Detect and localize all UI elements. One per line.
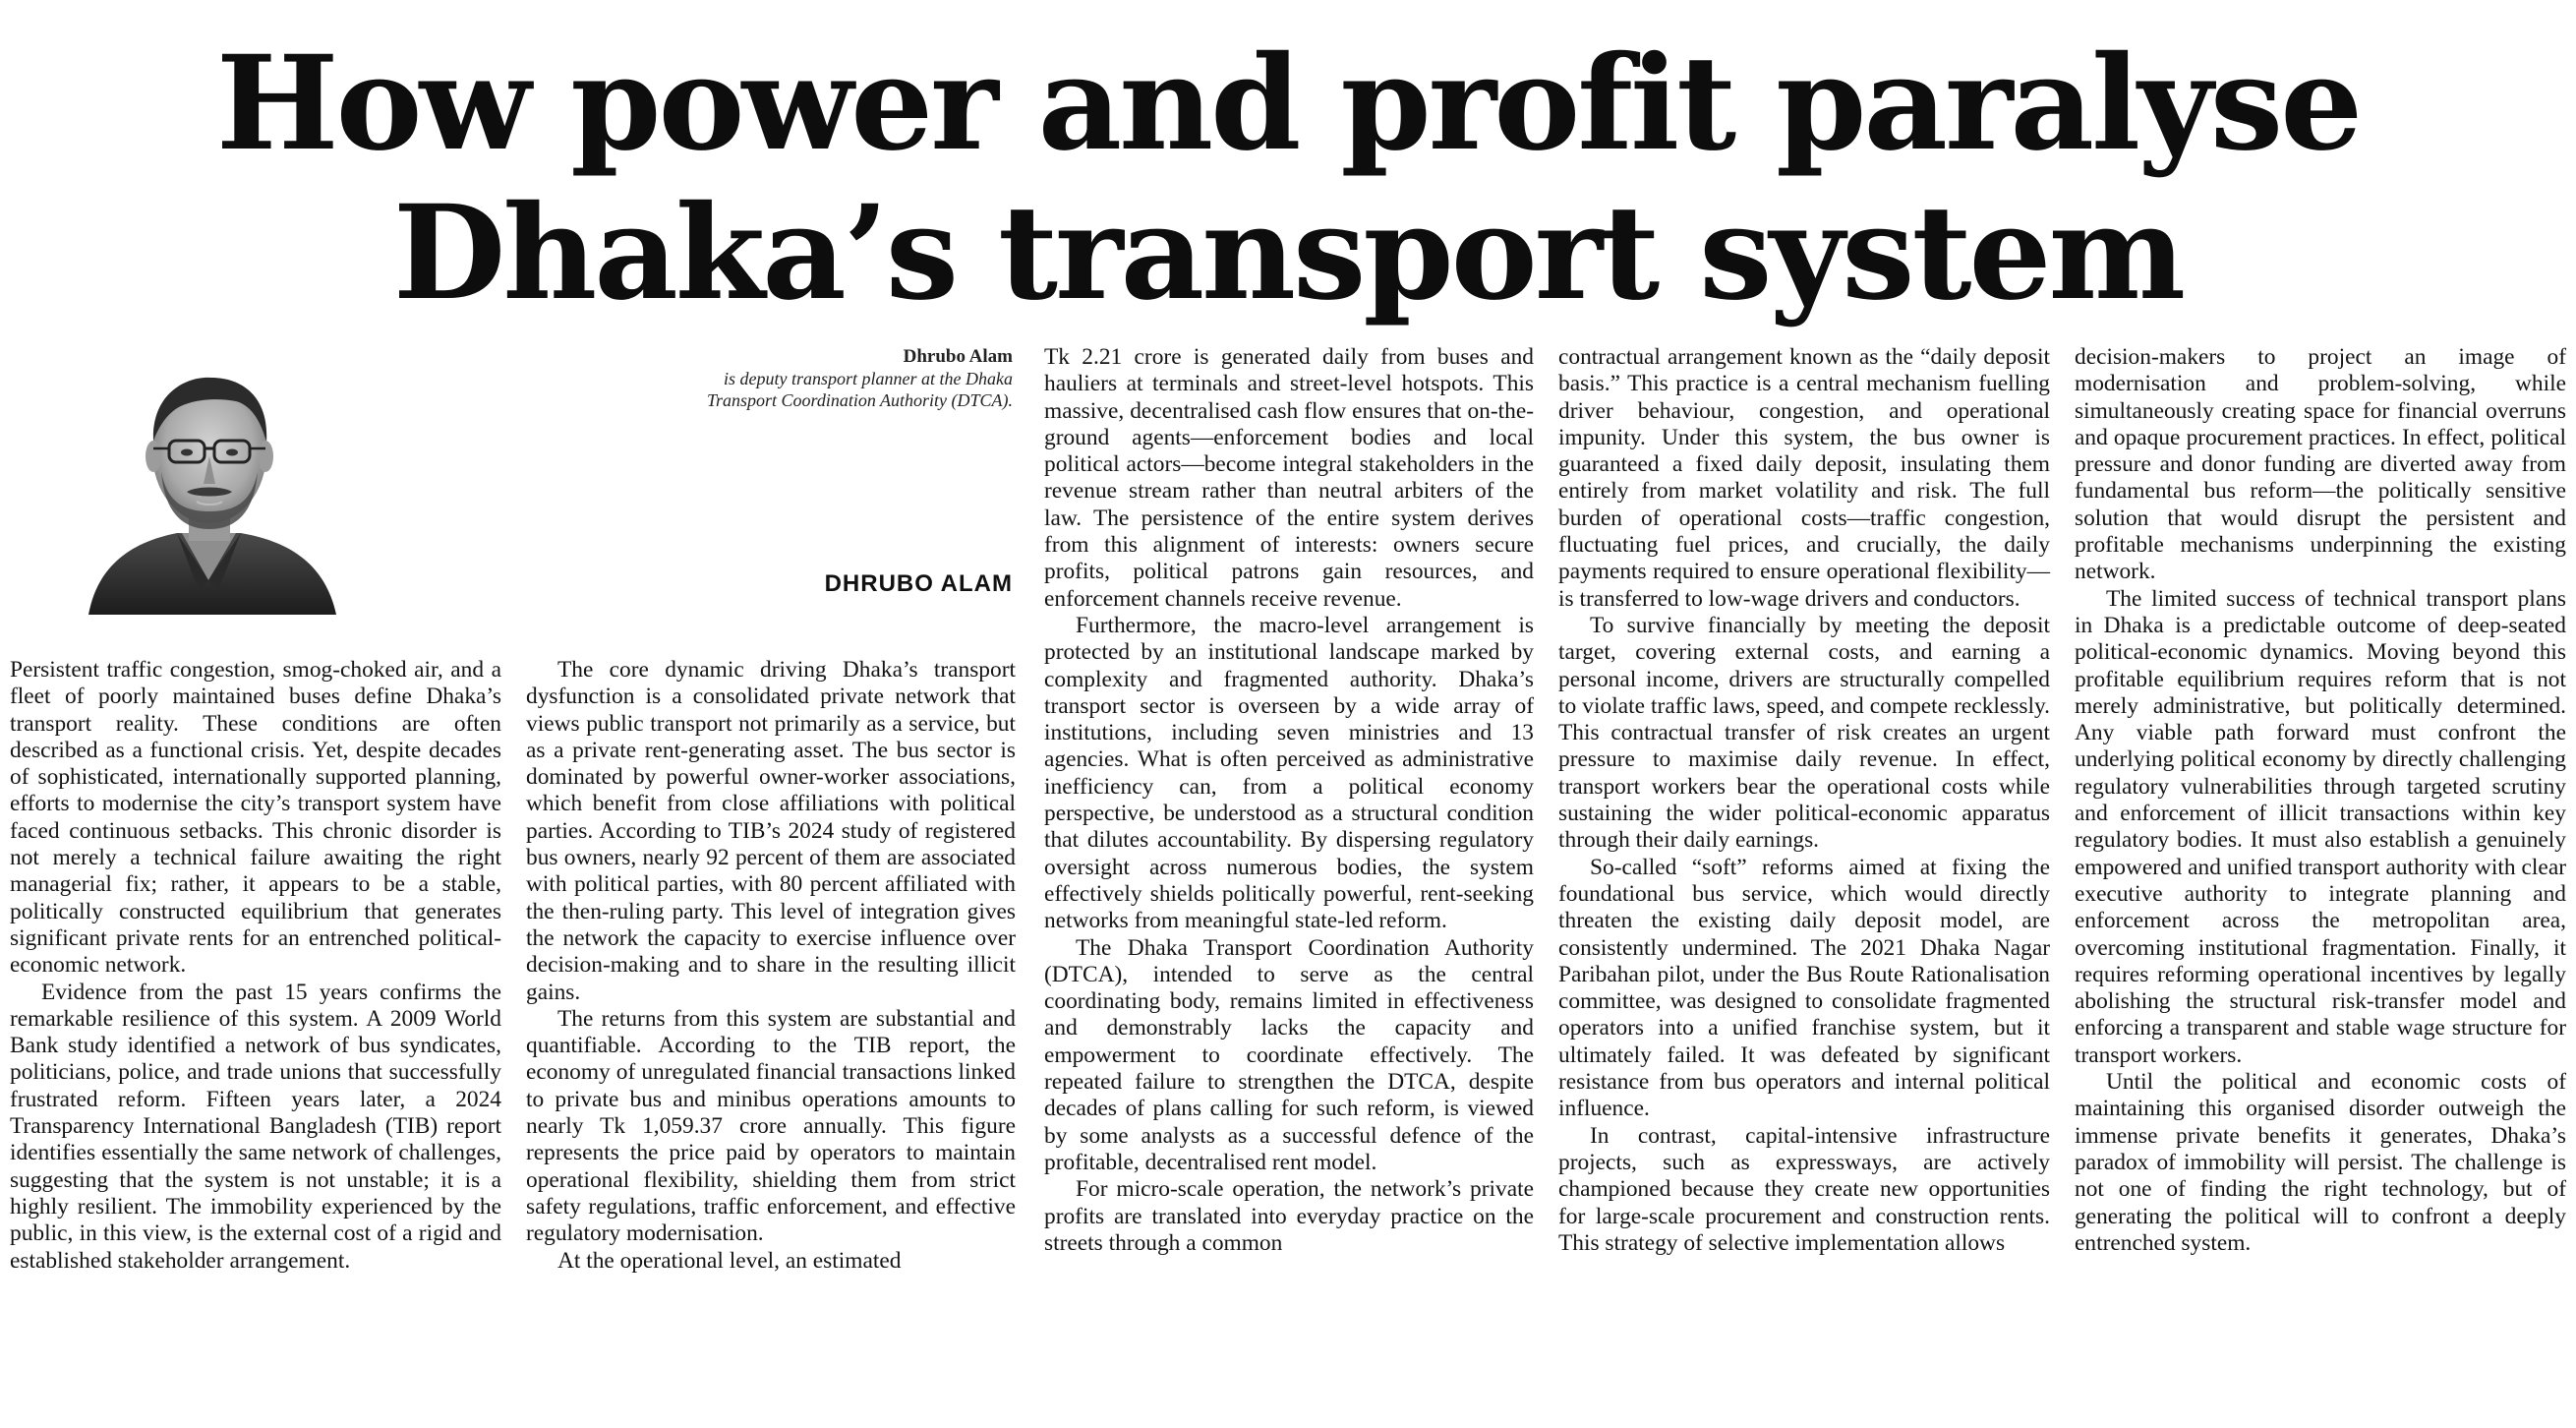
article-column-5 <box>2075 344 2566 1257</box>
paragraph: To survive financially by meeting the deposit target, covering external costs, and earning a personal income, drivers are structurally compelled to violate traffic laws, speed, and compete recklessly. This contractual transfer of risk creates an urgent pressure to maximise daily revenue. In effect, transport workers bear the operational costs while sustaining the wider political-economic apparatus through their daily earnings. <box>1558 612 2050 854</box>
paragraph: Furthermore, the macro-level arrangement is protected by an institutional landscape marked by complexity and fragmented authority. Dhaka’s transport sector is overseen by a wide array of institutions, including seven ministries and 13 agencies. What is often perceived as administrative inefficiency can, from a political economy perspective, be understood as a structural condition that dilutes accountability. By dispersing regulatory oversight across numerous bodies, the system effectively shields politically powerful, rent-seeking networks from meaningful state-led reform. <box>1044 612 1534 934</box>
paragraph: The limited success of technical transport plans in Dhaka is a predictable outcome of deep-seated political-economic dynamics. Moving beyond this profitable equilibrium requires reform that is not merely administrative, but politically determined. Any viable path forward must confront the underlying political economy by directly challenging regulatory vulnerabilities through targeted scrutiny and enforcement of illicit transactions within key regulatory bodies. It must also establish a genuinely empowered and unified transport authority with clear executive authority to integrate planning and enforcement across the metropolitan area, overcoming institutional fragmentation. Finally, it requires reforming operational incentives by legally abolishing the structural risk-transfer model and enforcing a transparent and stable wage structure for transport workers. <box>2075 585 2566 1068</box>
paragraph: decision-makers to project an image of modernisation and problem-solving, while simultaneously creating space for financial overruns and opaque procurement practices. In effect, political pressure and donor funding are diverted away from fundamental bus reform—the politically sensitive solution that would disrupt the persistent and profitable mechanisms underpinning the existing network. <box>2075 344 2566 585</box>
paragraph: In contrast, capital-intensive infrastructure projects, such as expressways, are actively championed because they create new opportunities for large-scale procurement and construction rents. This strategy of selective implementation allows <box>1558 1122 2050 1256</box>
paragraph: The core dynamic driving Dhaka’s transport dysfunction is a consolidated private network that views public transport not primarily as a service, but as a private rent-generating asset. The bus sector is dominated by powerful owner-worker associations, which benefit from close affiliations with political parties. According to TIB’s 2024 study of registered bus owners, nearly 92 percent of them are associated with political parties, with 80 percent affiliated with the then-ruling party. This level of integration gives the network the capacity to exercise influence over decision-making and to share in the resulting illicit gains. <box>526 657 1016 1005</box>
paragraph: The Dhaka Transport Coordination Authority (DTCA), intended to serve as the central coordinating body, remains limited in effectiveness and demonstrably lacks the capacity and empowerment to coordinate effectively. The repeated failure to strengthen the DTCA, despite decades of plans calling for such reform, is viewed by some analysts as a successful defence of the profitable, decentralised rent model. <box>1044 934 1534 1175</box>
article-column-2 <box>526 657 1016 1275</box>
author-byline: DHRUBO ALAM <box>824 570 1013 597</box>
author-name: Dhrubo Alam <box>903 346 1013 367</box>
article-column-1 <box>10 657 501 1275</box>
paragraph: Evidence from the past 15 years confirms the remarkable resilience of this system. A 2009 World Bank study identified a network of bus syndicates, politicians, police, and trade unions that successfully frustrated reform. Fifteen years later, a 2024 Transparency International Bangladesh (TIB) report identifies essentially the same network of challenges, suggesting that the system is not unstable; it is a highly resilient. The immobility experienced by the public, in this view, is the external cost of a rigid and established stakeholder arrangement. <box>10 979 501 1274</box>
author-bio-line-2: Transport Coordination Authority (DTCA). <box>706 390 1013 410</box>
headline <box>0 30 2576 328</box>
paragraph: For micro-scale operation, the network’s private profits are translated into everyday practice on the streets through a common <box>1044 1176 1534 1256</box>
paragraph: The returns from this system are substantial and quantifiable. According to the TIB report, the economy of unregulated financial transactions linked to private bus and minibus operations amounts to nearly Tk 1,059.37 crore annually. This figure represents the price paid by operators to maintain operational flexibility, shielding them from strict safety regulations, traffic enforcement, and effective regulatory modernisation. <box>526 1005 1016 1247</box>
headline-line-1: How power and profit paralyse <box>215 28 2361 180</box>
paragraph: Tk 2.21 crore is generated daily from buses and hauliers at terminals and street-level hotspots. This massive, decentralised cash flow ensures that on-the-ground agents—enforcement bodies and local political actors—become integral stakeholders in the revenue stream rather than neutral arbiters of the law. The persistence of the entire system derives from this alignment of interests: owners secure profits, political patrons gain resources, and enforcement channels receive revenue. <box>1044 344 1534 612</box>
article-column-4 <box>1558 344 2050 1257</box>
paragraph: Until the political and economic costs of maintaining this organised disorder outweigh the immense private benefits it generates, Dhaka’s paradox of immobility will persist. The challenge is not one of finding the right technology, but of generating the political will to confront a deeply entrenched system. <box>2075 1069 2566 1256</box>
paragraph: At the operational level, an estimated <box>557 1247 902 1274</box>
headline-line-2: Dhaka’s transport system <box>392 177 2184 329</box>
author-bio-line-1: is deputy transport planner at the Dhaka <box>724 369 1013 388</box>
paragraph: Persistent traffic congestion, smog-choked air, and a fleet of poorly maintained buses define Dhaka’s transport reality. These conditions are often described as a functional crisis. Yet, despite decades of sophisticated, internationally supported planning, efforts to modernise the city’s transport system have faced continuous setbacks. This chronic disorder is not merely a technical failure awaiting the right managerial fix; rather, it appears to be a stable, politically constructed equilibrium that generates significant private rents for an entrenched political-economic network. <box>10 657 501 979</box>
author-bio <box>551 346 1013 411</box>
paragraph: So-called “soft” reforms aimed at fixing the foundational bus service, which would directly threaten the existing daily deposit model, are consistently undermined. The 2021 Dhaka Nagar Paribahan pilot, under the Bus Route Rationalisation committee, was designed to consolidate fragmented operators into a unified franchise system, but it ultimately failed. It was defeated by significant resistance from bus operators and internal political influence. <box>1558 854 2050 1122</box>
article-column-3 <box>1044 344 1534 1257</box>
paragraph: contractual arrangement known as the “daily deposit basis.” This practice is a central mechanism fuelling driver behaviour, congestion, and operational impunity. Under this system, the bus owner is guaranteed a fixed daily deposit, insulating them entirely from market volatility and risk. The full burden of operational costs—traffic congestion, fluctuating fuel prices, and crucially, the daily payments required to ensure operational flexibility—is transferred to low-wage drivers and conductors. <box>1558 344 2050 612</box>
author-portrait-icon <box>79 354 339 615</box>
